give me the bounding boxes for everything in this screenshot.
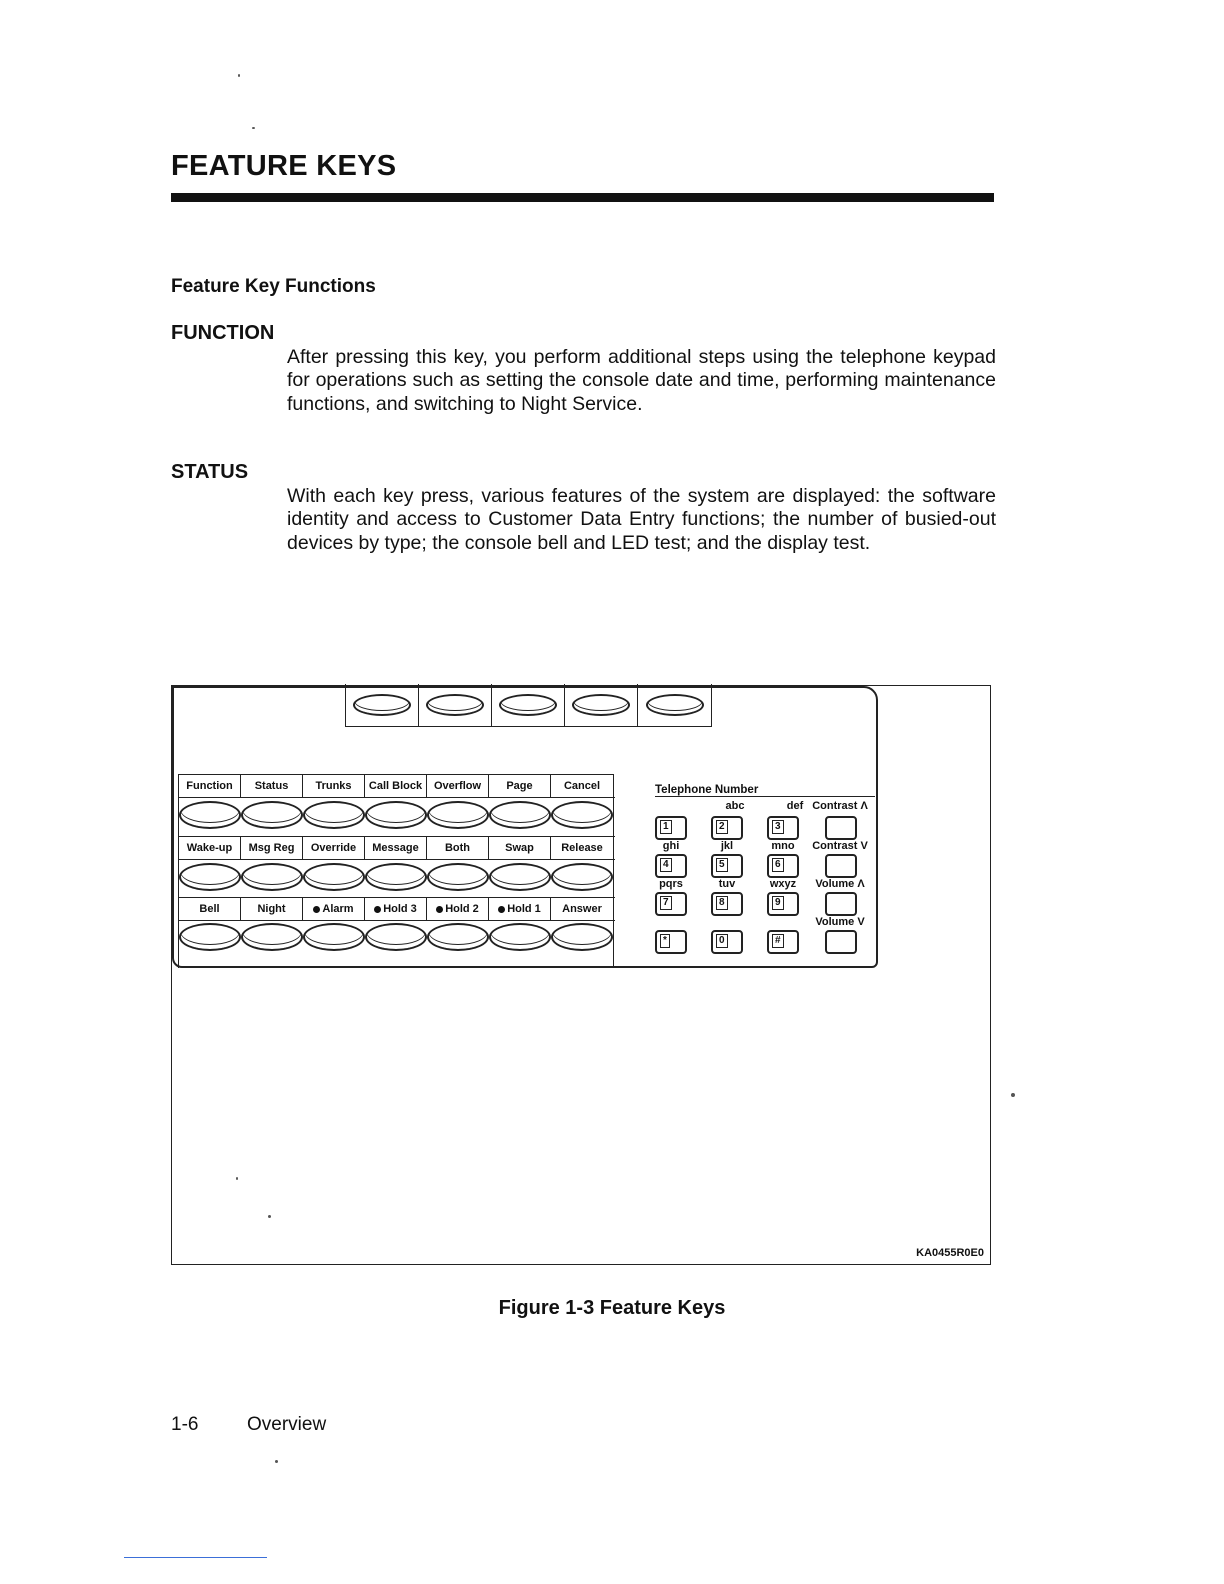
scan-speck	[1011, 1093, 1015, 1097]
feature-key	[489, 923, 551, 951]
feature-key	[489, 863, 551, 891]
feature-label-row	[179, 897, 615, 921]
top-key-cell	[346, 684, 419, 726]
feature-key-label: Wake-up	[179, 837, 241, 859]
feature-key	[427, 863, 489, 891]
keypad-letters: ghi	[662, 840, 680, 852]
feature-key-label: Override	[303, 837, 365, 859]
feature-key	[489, 801, 551, 829]
feature-key-label: Hold 2	[445, 903, 479, 915]
feature-key	[427, 801, 489, 829]
keypad-side-label: Volume Λ	[815, 878, 865, 890]
feature-key-label: Answer	[562, 903, 602, 915]
feature-key-label: Status	[241, 775, 303, 797]
top-key-cell	[492, 684, 565, 726]
feature-key-label: Overflow	[427, 775, 489, 797]
feature-key	[179, 923, 241, 951]
term-status: STATUS	[171, 461, 249, 483]
title-rule	[171, 193, 994, 202]
feature-key	[365, 801, 427, 829]
keypad-key: 2	[711, 816, 743, 840]
feature-key	[179, 801, 241, 829]
feature-key-label: Hold 1	[507, 903, 541, 915]
keypad-key: 0	[711, 930, 743, 954]
feature-label-row	[179, 836, 615, 860]
keypad-side-label: Contrast Λ	[812, 800, 868, 812]
contrast-down-key	[825, 854, 857, 878]
feature-key-label-led	[303, 898, 365, 920]
top-key-cell	[419, 684, 492, 726]
figure-frame	[171, 685, 991, 1265]
keypad-title: Telephone Number	[655, 784, 875, 797]
description-function: After pressing this key, you perform additional steps using the telephone keypad for operations such as setting the console date and time, performing maintenance functions, and switching to Night Service.	[287, 346, 996, 415]
keypad-key: 8	[711, 892, 743, 916]
feature-key	[241, 863, 303, 891]
telephone-keypad	[655, 784, 875, 964]
feature-label-row	[179, 775, 615, 798]
top-key-cell	[638, 684, 711, 726]
top-key	[499, 694, 557, 716]
feature-key	[365, 923, 427, 951]
top-key-panel	[345, 684, 712, 727]
feature-key-label-led	[427, 898, 489, 920]
keypad-side-label: Contrast V	[812, 840, 868, 852]
feature-key-label: Bell	[179, 898, 241, 920]
keypad-key: 3	[767, 816, 799, 840]
feature-key-label: Call Block	[365, 775, 427, 797]
feature-key-label: Message	[365, 837, 427, 859]
feature-key-label: Swap	[489, 837, 551, 859]
top-key	[353, 694, 411, 716]
section-subheading: Feature Key Functions	[171, 276, 376, 297]
keypad-letters: wxyz	[769, 878, 797, 890]
top-key	[646, 694, 704, 716]
scan-speck	[268, 1215, 271, 1218]
keypad-key: 6	[767, 854, 799, 878]
feature-key	[303, 801, 365, 829]
keypad-letters: abc	[725, 800, 745, 812]
feature-key-label: Hold 3	[383, 903, 417, 915]
feature-key	[241, 801, 303, 829]
feature-key	[551, 801, 613, 829]
feature-key-row	[179, 861, 615, 893]
scan-edge-line	[124, 1557, 267, 1558]
feature-key-label-led	[489, 898, 551, 920]
contrast-up-key	[825, 816, 857, 840]
scan-speck	[275, 1460, 278, 1463]
keypad-key: 1	[655, 816, 687, 840]
term-function: FUNCTION	[171, 322, 275, 344]
feature-key-label: Msg Reg	[241, 837, 303, 859]
keypad-letters: mno	[771, 840, 795, 852]
feature-key-row	[179, 799, 615, 831]
console-illustration	[172, 686, 878, 968]
scan-speck	[252, 127, 255, 129]
keypad-side-label: Volume V	[815, 916, 865, 928]
feature-key	[303, 863, 365, 891]
keypad-key: *	[655, 930, 687, 954]
keypad-key: 4	[655, 854, 687, 878]
led-indicator-icon	[436, 906, 443, 913]
led-indicator-icon	[498, 906, 505, 913]
page-title: FEATURE KEYS	[171, 150, 397, 182]
keypad-key: 7	[655, 892, 687, 916]
feature-key	[365, 863, 427, 891]
led-indicator-icon	[313, 906, 320, 913]
feature-key-label: Cancel	[563, 780, 601, 792]
top-key	[572, 694, 630, 716]
keypad-letters: def	[786, 800, 804, 812]
feature-key-row	[179, 921, 615, 953]
footer-page-number: 1-6	[171, 1414, 199, 1435]
feature-key-label: Function	[179, 775, 241, 797]
led-indicator-icon	[374, 906, 381, 913]
keypad-letters: tuv	[718, 878, 736, 890]
feature-key-label: Alarm	[322, 903, 354, 915]
feature-key	[241, 923, 303, 951]
feature-key	[551, 923, 613, 951]
footer-section: Overview	[247, 1414, 327, 1435]
feature-key-label: Night	[241, 898, 303, 920]
top-key-cell	[565, 684, 638, 726]
keypad-key: #	[767, 930, 799, 954]
scan-speck	[238, 74, 240, 77]
keypad-key: 9	[767, 892, 799, 916]
feature-key	[551, 863, 613, 891]
volume-up-key	[825, 892, 857, 916]
feature-keys-panel	[178, 774, 614, 968]
feature-key-label: Release	[561, 842, 603, 854]
figure-code: KA0455R0E0	[916, 1247, 984, 1259]
keypad-letters: jkl	[720, 840, 734, 852]
keypad-letters: pqrs	[659, 878, 683, 890]
keypad-key: 5	[711, 854, 743, 878]
scan-speck	[236, 1177, 238, 1180]
feature-key-label: Both	[427, 837, 489, 859]
volume-down-key	[825, 930, 857, 954]
figure-caption: Figure 1-3 Feature Keys	[498, 1297, 726, 1319]
feature-key-label: Page	[489, 775, 551, 797]
feature-key	[303, 923, 365, 951]
top-key	[426, 694, 484, 716]
feature-key-label: Trunks	[303, 775, 365, 797]
description-status: With each key press, various features of the system are displayed: the software identity and access to Customer Data Entry functions; the number of busied-out devices by type; the console bell and LED test; and the display test.	[287, 485, 996, 554]
feature-key	[179, 863, 241, 891]
feature-key	[427, 923, 489, 951]
feature-key-label-led	[365, 898, 427, 920]
